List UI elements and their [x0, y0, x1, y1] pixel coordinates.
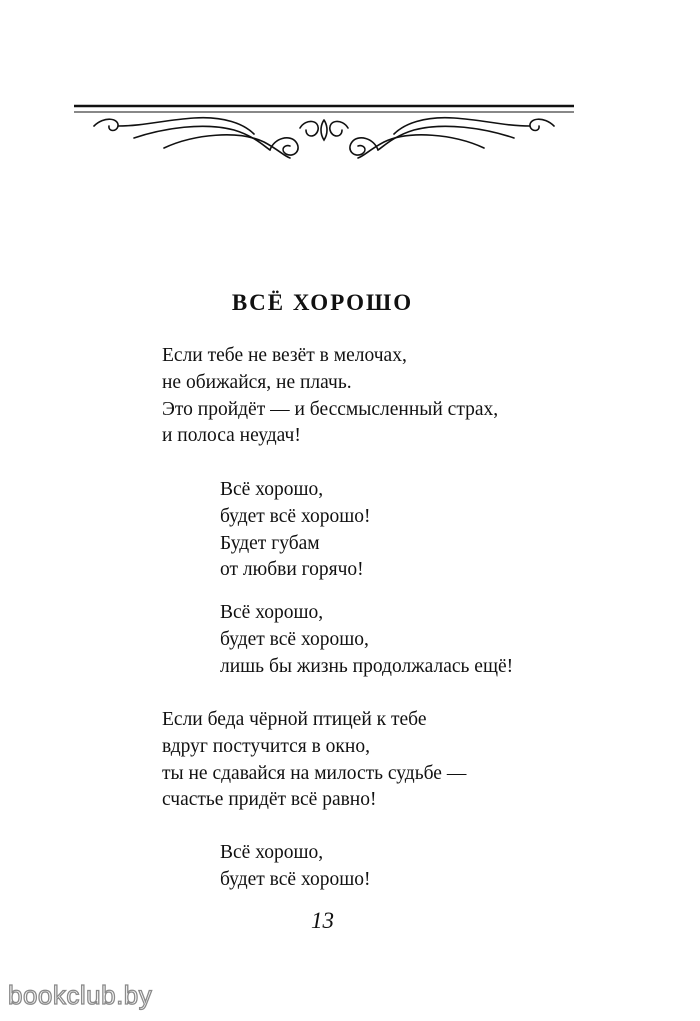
- poem-line: Если тебе не везёт в мелочах,: [162, 345, 407, 366]
- poem-line: от любви горячо!: [220, 559, 364, 581]
- poem-line: Всё хорошо,: [220, 479, 324, 500]
- poem-line: будет всё хорошо,: [220, 628, 369, 650]
- stanza-4: [162, 707, 466, 814]
- poem-line: вдруг постучится в окно,: [162, 735, 370, 757]
- watermark-logo: bookclub.by: [8, 980, 153, 1010]
- stanza-1: [162, 343, 498, 450]
- scroll-flourish-icon: [94, 118, 554, 158]
- stanza-5-chorus: [220, 840, 370, 894]
- poem-line: ты не сдавайся на милость судьбе —: [162, 762, 467, 784]
- poem-line: Это пройдёт — и бессмысленный страх,: [162, 398, 499, 420]
- poem-title: ВСЁ ХОРОШО: [231, 290, 414, 315]
- poem-line: не обижайся, не плачь.: [162, 371, 352, 393]
- poem-line: будет всё хорошо!: [220, 868, 371, 890]
- stanza-3-chorus: [220, 600, 513, 680]
- poem-line: лишь бы жизнь продолжалась ещё!: [220, 655, 514, 677]
- poem-line: будет всё хорошо!: [220, 505, 371, 527]
- poem-line: Всё хорошо,: [220, 842, 324, 863]
- poem-line: Если беда чёрной птицей к тебе: [162, 709, 427, 730]
- poem-line: Всё хорошо,: [220, 602, 324, 623]
- poem-line: счастье придёт всё равно!: [162, 789, 377, 811]
- poem-line: Будет губам: [220, 532, 320, 554]
- stanza-2-chorus: [220, 477, 370, 584]
- poem-line: и полоса неудач!: [162, 425, 301, 447]
- page-number: 13: [311, 908, 334, 933]
- decorative-ornament-header: [74, 98, 574, 168]
